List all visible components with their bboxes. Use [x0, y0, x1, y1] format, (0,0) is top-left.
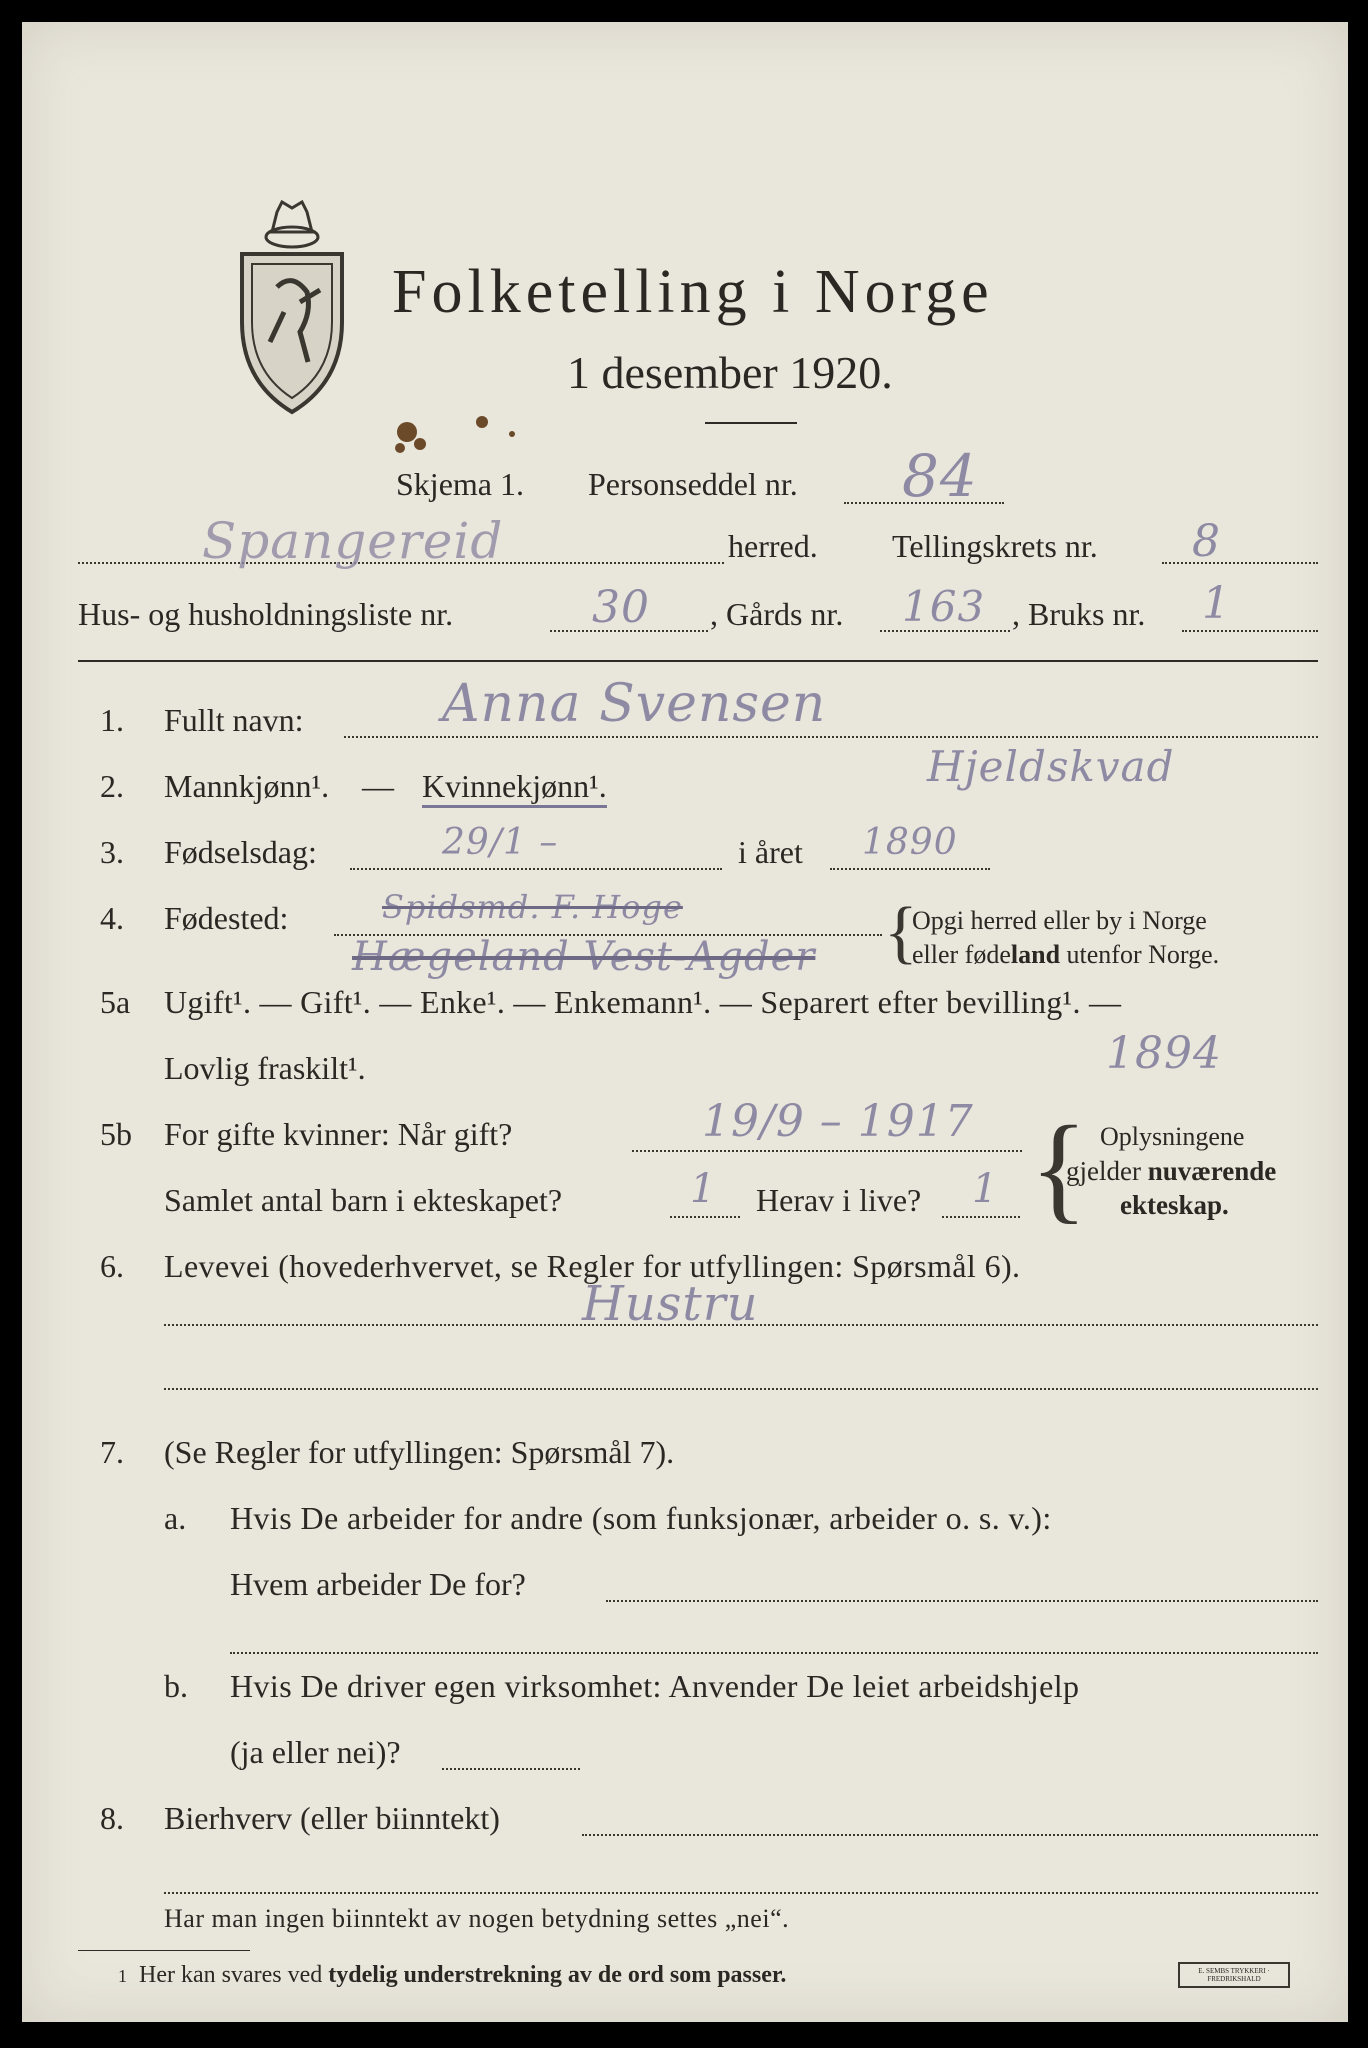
q4-note-brace: { [884, 894, 918, 971]
tellingskrets-line [1162, 562, 1318, 564]
q5a-options: Ugift¹. — Gift¹. — Enke¹. — Enkemann¹. — Separert efter bevilling¹. — [164, 984, 1122, 1020]
q8-line-2 [164, 1892, 1318, 1894]
husliste-label: Hus- og husholdningsliste nr. [78, 596, 454, 632]
q5b-note-line2: gjelder nuværende [1066, 1156, 1277, 1186]
q1-label: Fullt navn: [164, 702, 304, 738]
footnote-divider [78, 1950, 250, 1951]
bruks-value[interactable]: 1 [1202, 578, 1231, 629]
gards-value[interactable]: 163 [902, 582, 986, 631]
q4-struck-value: Spidsmd. F. Hoge [382, 888, 683, 926]
q7b-line [442, 1768, 580, 1770]
footnote: 1 Her kan svares ved tydelig understrekning av de ord som passer. [118, 1962, 787, 1988]
q5b-alive-label: Herav i live? [756, 1182, 922, 1218]
q6-line-2 [164, 1388, 1318, 1390]
bruks-label: , Bruks nr. [1012, 596, 1146, 632]
q5b-note-line1: Oplysningene [1100, 1122, 1245, 1151]
q5b-label: For gifte kvinner: Når gift? [164, 1116, 513, 1152]
coat-of-arms-icon [222, 192, 362, 422]
q1-line [344, 736, 1318, 738]
bruks-line [1182, 630, 1318, 632]
q3-number: 3. [100, 834, 124, 870]
q5a-year-note[interactable]: 1894 [1106, 1028, 1222, 1079]
q7b-text-2: (ja eller nei)? [230, 1734, 401, 1770]
q6-label: Levevei (hovederhvervet, se Regler for utfyllingen: Spørsmål 6). [164, 1248, 1021, 1284]
personseddel-label: Personseddel nr. [588, 466, 798, 502]
q7a-line-1 [606, 1600, 1318, 1602]
q7-number: 7. [100, 1434, 124, 1470]
tellingskrets-label: Tellingskrets nr. [892, 528, 1098, 564]
q7a-text: Hvis De arbeider for andre (som funksjonær, arbeider o. s. v.): [230, 1500, 1052, 1536]
q3-label: Fødselsdag: [164, 834, 317, 870]
form-title: Folketelling i Norge [392, 258, 994, 326]
q5b-line [632, 1150, 1022, 1152]
personseddel-value[interactable]: 84 [902, 442, 978, 510]
q3-year-value[interactable]: 1890 [862, 822, 958, 863]
q2-separator: — [362, 768, 394, 804]
q7a-letter: a. [164, 1500, 187, 1536]
husliste-value[interactable]: 30 [592, 582, 650, 633]
schema-label: Skjema 1. [396, 466, 524, 502]
q4-note-line1: Opgi herred eller by i Norge [912, 906, 1207, 935]
q5b-children-line [670, 1216, 740, 1218]
q5b-married-value[interactable]: 19/9 – 1917 [702, 1096, 974, 1147]
q2-female: Kvinnekjønn¹. [422, 768, 607, 808]
q7b-letter: b. [164, 1668, 188, 1704]
q3-day-value[interactable]: 29/1 – [442, 822, 559, 863]
herred-value[interactable]: Spangereid [202, 512, 504, 570]
q2-number: 2. [100, 768, 124, 804]
q2-male: Mannkjønn¹. [164, 768, 330, 804]
q8-line-1 [582, 1834, 1318, 1836]
q3-day-line [350, 868, 722, 870]
q5b-alive-value[interactable]: 1 [972, 1166, 999, 1212]
tellingskrets-value[interactable]: 8 [1192, 516, 1221, 567]
gards-label: , Gårds nr. [710, 596, 844, 632]
q5a-options-2: Lovlig fraskilt¹. [164, 1050, 366, 1086]
q7a-text-2: Hvem arbeider De for? [230, 1566, 526, 1602]
q1-extra-value[interactable]: Hjeldskvad [927, 742, 1175, 791]
q8-label: Bierhverv (eller biinntekt) [164, 1800, 500, 1836]
title-divider [705, 422, 797, 424]
header-divider [78, 660, 1318, 662]
census-date: 1 desember 1920. [567, 347, 893, 398]
q3-year-label: i året [738, 834, 803, 870]
q1-number: 1. [100, 702, 124, 738]
herred-label: herred. [728, 528, 818, 564]
printer-stamp: E. SEMBS TRYKKERI · FREDRIKSHALD [1178, 1962, 1290, 1988]
q7-label: (Se Regler for utfyllingen: Spørsmål 7). [164, 1434, 675, 1470]
q1-name-value[interactable]: Anna Svensen [442, 674, 827, 734]
q4-birthplace-value[interactable]: Hægeland Vest-Agder [352, 934, 816, 980]
q5b-alive-line [942, 1216, 1020, 1218]
q4-note-line2: eller fødeland utenfor Norge. [912, 940, 1220, 969]
q5b-note-line3: ekteskap. [1120, 1190, 1229, 1220]
q5b-note-brace: { [1030, 1101, 1088, 1234]
q4-label: Fødested: [164, 900, 289, 936]
q7b-text: Hvis De driver egen virksomhet: Anvender De leiet arbeidshjelp [230, 1668, 1080, 1704]
footer-note: Har man ingen biinntekt av nogen betydning settes „nei“. [164, 1904, 790, 1933]
q4-number: 4. [100, 900, 124, 936]
q5b-children-label: Samlet antal barn i ekteskapet? [164, 1182, 563, 1218]
census-form [22, 22, 1348, 2022]
q3-year-line [830, 868, 990, 870]
q5a-number: 5a [100, 984, 131, 1020]
q5b-children-value[interactable]: 1 [690, 1166, 717, 1212]
q5b-number: 5b [100, 1116, 132, 1152]
q7a-line-2 [230, 1652, 1318, 1654]
q8-number: 8. [100, 1800, 124, 1836]
q6-occupation-value[interactable]: Hustru [582, 1276, 759, 1332]
q6-number: 6. [100, 1248, 124, 1284]
